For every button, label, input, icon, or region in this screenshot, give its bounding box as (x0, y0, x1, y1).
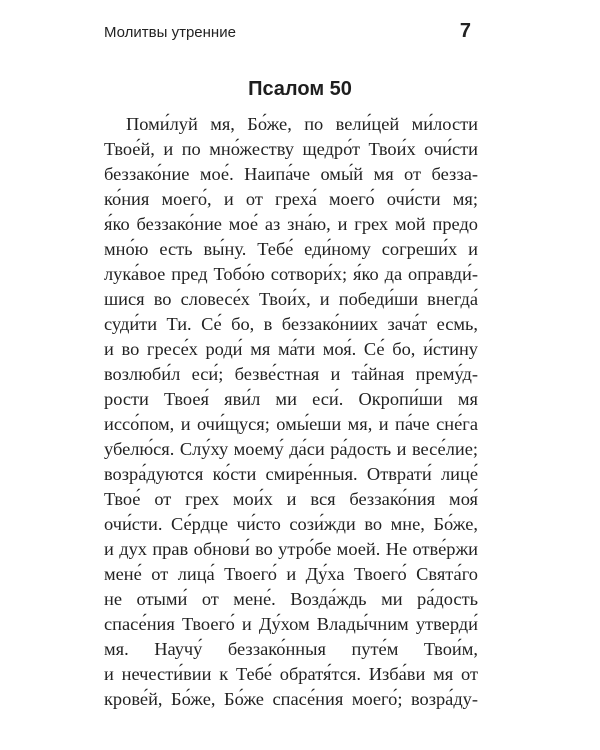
text-line: беззако́ние мое́. Наипа́че омы́й мя от безза- (104, 164, 478, 184)
text-line: мя. Научу́ беззако́нныя путе́м Твои́м, (104, 639, 478, 659)
text-line: и дух прав обнови́ во утро́бе моей. Не отве́ржи (104, 539, 478, 559)
text-line: мно́ю есть вы́ну. Тебе́ еди́ному согреши́х и (104, 239, 478, 259)
text-line: спасе́ния Твоего́ и Ду́хом Влады́чним утверди́ (104, 614, 478, 634)
text-line: рости Твоея́ яви́л ми еси́. Окропи́ши мя (104, 389, 478, 409)
text-line: убелю́ся. Слу́ху моему́ да́си ра́дость и весе́лие; (104, 439, 478, 459)
text-line: я́ко беззако́ние мое́ аз зна́ю, и грех мой предо (104, 214, 478, 234)
text-line: не отыми́ от мене́. Возда́ждь ми ра́дость (104, 589, 478, 609)
running-header-title: Молитвы утренние (104, 24, 236, 41)
text-line: мене́ от лица́ Твоего́ и Ду́ха Твоего́ Свята́го (104, 564, 478, 584)
text-line: суди́ти Ти. Се́ бо, в беззако́ниих зача́т есмь, (104, 314, 478, 334)
text-line: шися во словесе́х Твои́х, и победи́ши внегда́ (104, 289, 478, 309)
text-line: крове́й, Бо́же, Бо́же спасе́ния моего́; возра́ду- (104, 689, 478, 709)
page-number: 7 (459, 20, 471, 42)
text-line: очи́сти. Се́рдце чи́сто сози́жди во мне, Бо́же, (104, 514, 478, 534)
psalm-text (104, 112, 478, 712)
text-line: лука́вое пред Тобо́ю сотвори́х; я́ко да оправди́- (104, 264, 478, 284)
text-line: иссо́пом, и очи́щуся; омы́еши мя, и па́че сне́га (104, 414, 478, 434)
text-line: и во гресе́х роди́ мя ма́ти моя́. Се́ бо, и́стину (104, 339, 478, 359)
text-line: Твое́й, и по мно́жеству щедро́т Твои́х очи́сти (104, 139, 478, 159)
psalm-title: Псалом 50 (248, 78, 352, 100)
text-line: возра́дуются ко́сти смире́нныя. Отврати́ лице́ (104, 464, 478, 484)
text-line: ко́ния моего́, и от греха́ моего́ очи́сти мя; (104, 189, 478, 209)
text-line: возлюби́л еси́; безве́стная и та́йная прему́д- (104, 364, 478, 384)
text-line: и нечести́вии к Тебе́ обратя́тся. Изба́ви мя от (104, 664, 478, 684)
text-line: Поми́луй мя, Бо́же, по вели́цей ми́лости (126, 114, 478, 134)
text-line: Твое́ от грех мои́х и вся беззако́ния моя́ (104, 489, 478, 509)
